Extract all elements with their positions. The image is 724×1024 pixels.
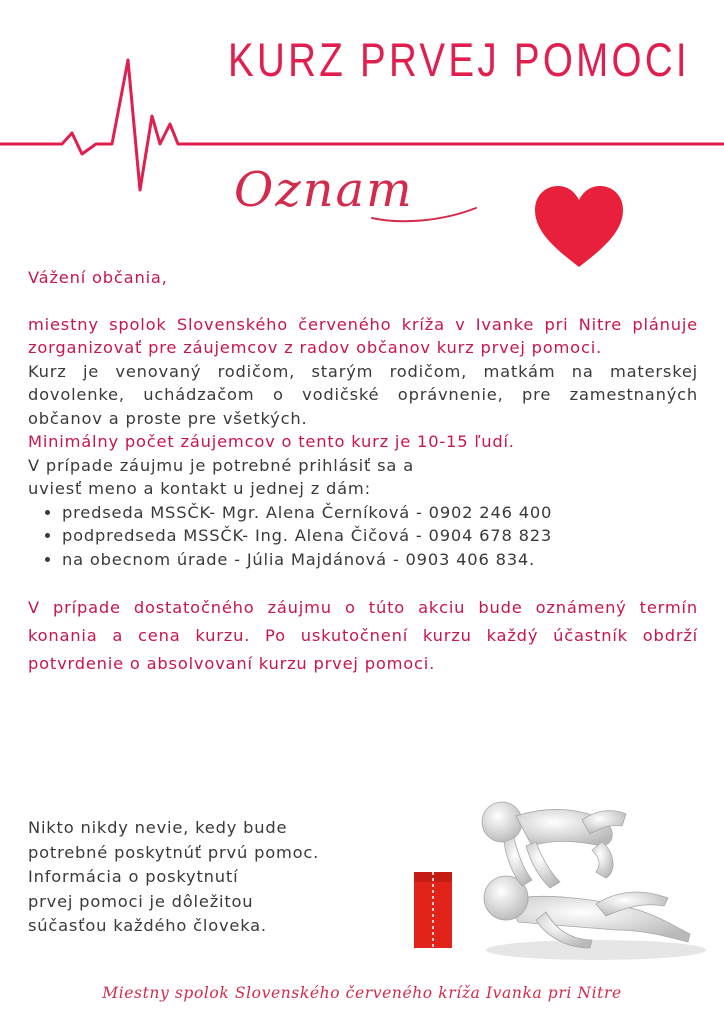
subtitle-flourish	[370, 196, 480, 226]
page-title: KURZ PRVEJ POMOCI	[228, 33, 690, 86]
contact-list	[28, 501, 698, 572]
announcement-paragraph: V prípade dostatočného záujmu o túto akciu bude oznámený termín konania a cena kurzu. Po uskutočnení kurzu každý účastník obdrží potvrdenie o absolvovaní kurzu prvej pomoci.	[28, 598, 698, 673]
minimum-participants: Minimálny počet záujemcov o tento kurz je 10-15 ľudí.	[28, 432, 515, 451]
contact-item-municipal-office: • na obecnom úrade - Júlia Majdánová - 0903 406 834.	[62, 548, 698, 572]
closing-line: potrebné poskytnúť prvú pomoc.	[28, 842, 320, 862]
greeting: Vážení občania,	[28, 268, 168, 287]
announcement-body	[28, 266, 698, 678]
closing-line: prvej pomoci je dôležitou	[28, 891, 254, 911]
intro-paragraph: miestny spolok Slovenského červeného kríža v Ivanke pri Nitre plánuje zorganizovať pre záujemcov z radov občanov kurz prvej pomoci.	[28, 314, 698, 357]
contact-intro: V prípade záujmu je potrebné prihlásiť sa a uviesť meno a kontakt u jednej z dám:	[28, 455, 414, 498]
subtitle-oznam: Oznam	[234, 162, 414, 218]
contact-item-chair: • predseda MSSČK- Mgr. Alena Černíková - 0902 246 400	[62, 501, 698, 525]
gift-box-icon	[414, 866, 452, 948]
audience-paragraph: Kurz je venovaný rodičom, starým rodičom, matkám na materskej dovolenke, uchádzačom o vodičské oprávnenie, pre zamestnaných občanov a proste pre všetkých.	[28, 361, 698, 428]
closing-line: Informácia o poskytnutí	[28, 867, 239, 886]
closing-paragraph	[28, 816, 388, 939]
closing-line: Nikto nikdy nevie, kedy bude	[28, 818, 288, 837]
first-aid-illustration	[406, 780, 706, 970]
contact-item-vice-chair: • podpredseda MSSČK- Ing. Alena Čičová - 0904 678 823	[62, 524, 698, 548]
closing-line: súčasťou každého človeka.	[28, 916, 267, 935]
footer-signature: Miestny spolok Slovenského červeného kríža Ivanka pri Nitre	[102, 984, 622, 1002]
heart-icon	[533, 185, 625, 269]
